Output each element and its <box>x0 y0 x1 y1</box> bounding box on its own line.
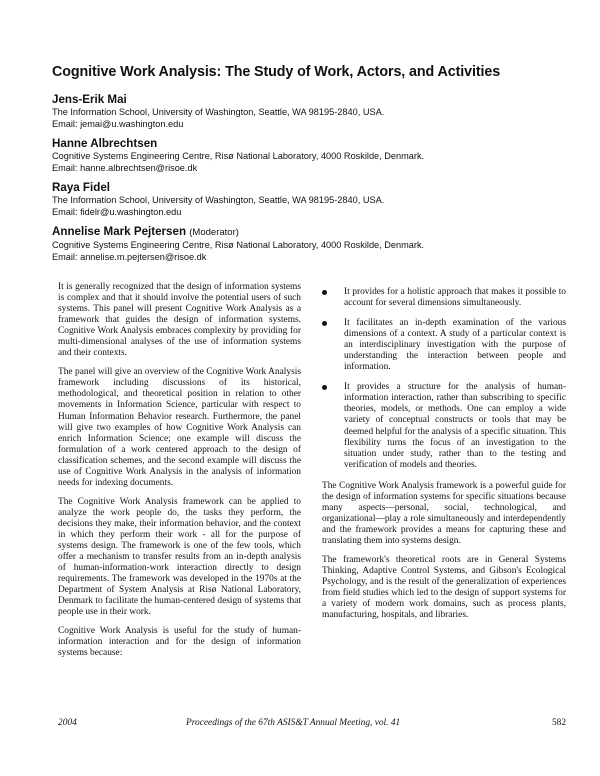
author-name: Jens-Erik Mai <box>52 93 127 106</box>
bullet-text: It provides for a holistic approach that makes it possible to account for several dimensions simultaneously. <box>344 287 566 309</box>
paper-title: Cognitive Work Analysis: The Study of Work, Actors, and Activities <box>52 64 501 80</box>
footer-proceedings: Proceedings of the 67th ASIS&T Annual Meeting, vol. 41 <box>186 718 401 728</box>
page-footer <box>58 718 566 732</box>
author-email: Email: annelise.m.pejtersen@risoe.dk <box>52 251 207 262</box>
page-number: 582 <box>551 718 566 728</box>
author-entry <box>52 224 552 263</box>
author-name-with-role <box>52 224 552 240</box>
bullet-item <box>322 287 566 309</box>
left-column <box>58 282 301 668</box>
author-entry <box>52 136 552 174</box>
author-email: Email: fidelr@u.washington.edu <box>52 206 182 217</box>
bullet-item <box>322 318 566 373</box>
body-paragraph: The panel will give an overview of the Cognitive Work Analysis framework including discussions of its historical, methodological, and theoretical position in relation to other movements in Information Science, particular with respect to Human Information Behavior research. Furthermore, the panel will give two examples of how Cognitive Work Analysis can enrich Information Science; one example will discuss the formulation of a work centered approach to the design of classification schemes, and the second example will discuss the use of Cognitive Work Analysis in the analysis of information needs for indexing documents. <box>58 367 301 488</box>
author-role: (Moderator) <box>189 227 239 238</box>
author-entry <box>52 180 552 218</box>
body-paragraph: It is generally recognized that the design of information systems is complex and that it should involve the potential users of such systems. This panel will present Cognitive Work Analysis as a framework that guides the design of information systems. Cognitive Work Analysis embraces complexity by providing for multi-dimensional analyses of the use of information systems and their contexts. <box>58 282 301 359</box>
author-email: Email: hanne.albrechtsen@risoe.dk <box>52 162 198 173</box>
author-affiliation: The Information School, University of Washington, Seattle, WA 98195-2840, USA. <box>52 107 385 117</box>
author-block <box>52 92 552 269</box>
body-paragraph: The framework's theoretical roots are in General Systems Thinking, Adaptive Control Systems, and Gibson's Ecological Psychology, and is the result of the generalization of experiences from field studies which led to the design of support systems for a variety of modern work domains, such as process plants, manufacturing, hospitals, and libraries. <box>322 554 566 621</box>
bullet-text: It facilitates an in-depth examination of the various dimensions of a context. A study of a particular context is an interdisciplinary investigation with the purpose of understanding the interaction between people and information. <box>344 318 566 373</box>
body-paragraph: Cognitive Work Analysis is useful for the study of human-information interaction and for the design of information systems because: <box>58 626 301 659</box>
author-name: Raya Fidel <box>52 181 110 194</box>
author-affiliation: Cognitive Systems Engineering Centre, Risø National Laboratory, 4000 Roskilde, Denmark. <box>52 240 425 250</box>
author-entry <box>52 92 552 130</box>
author-name: Hanne Albrechtsen <box>52 137 158 150</box>
body-paragraph: The Cognitive Work Analysis framework is a powerful guide for the design of information systems for specific situations because many aspects—personal, social, technological, and organizational—play a role simultaneously and interdependently and the framework provides a means for capturing these and translating them into systems design. <box>322 480 566 546</box>
author-affiliation: The Information School, University of Washington, Seattle, WA 98195-2840, USA. <box>52 195 385 205</box>
author-name: Annelise Mark Pejtersen <box>52 225 187 238</box>
bullet-text: It provides a structure for the analysis of human-information interaction, rather than subscribing to specific theories, models, or methods. One can employ a wide variety of conceptual constructs or tools that may be deemed helpful for the analysis of a specific situation. This flexibility turns the focus of an investigation to the situation under study, rather than to the testing and verification of models and theories. <box>344 382 566 470</box>
footer-year: 2004 <box>58 718 77 728</box>
bullet-item <box>322 382 566 470</box>
bullet-icon <box>322 290 327 295</box>
body-paragraph: The Cognitive Work Analysis framework can be applied to analyze the work people do, the tasks they perform, the decisions they make, their information behavior, and the context in which they perform their work - all for the purpose of systems design. The framework is one of the few tools, which offer a mechanism to transfer results from an in-depth analysis of human-information-work interaction directly to design requirements. The framework was developed in the 1970s at the Department of System Analysis at Risø National Laboratory, Denmark to facilitate the human-centered design of systems that people use in their work. <box>58 496 301 618</box>
bullet-list <box>322 287 566 471</box>
bullet-icon <box>322 321 327 326</box>
right-column <box>322 287 566 629</box>
author-email: Email: jemai@u.washington.edu <box>52 118 184 129</box>
author-affiliation: Cognitive Systems Engineering Centre, Risø National Laboratory, 4000 Roskilde, Denmark. <box>52 151 425 161</box>
bullet-icon <box>322 385 327 390</box>
